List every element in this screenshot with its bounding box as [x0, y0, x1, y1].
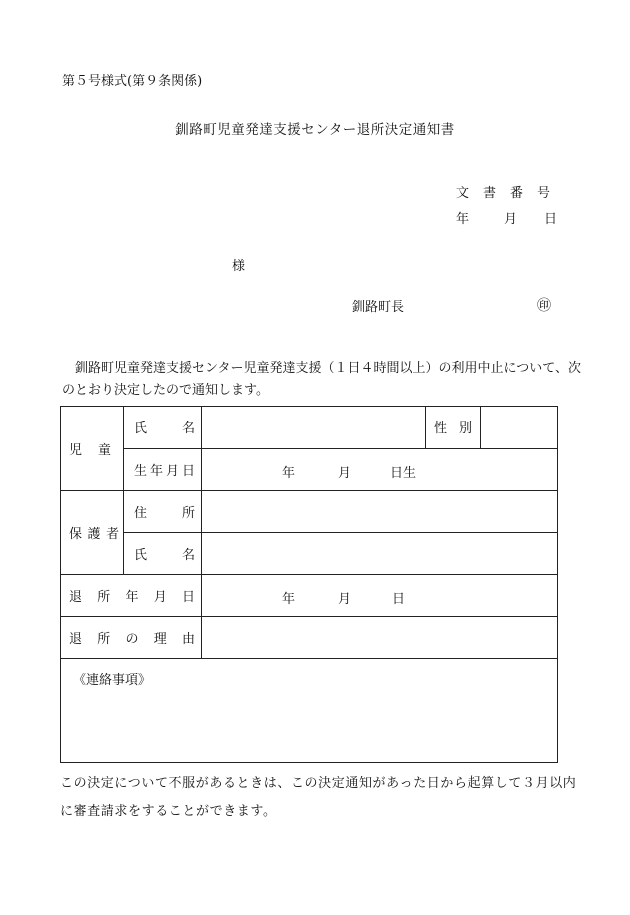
sender-name: 釧路町長: [352, 300, 405, 315]
exit-reason-label-char: の: [125, 632, 139, 647]
child-name-label-cell: [124, 407, 202, 449]
intro-text: 釧路町児童発達支援センター児童発達支援（１日４時間以上）の利用中止について、次のとおり決定したので通知します。: [62, 361, 581, 398]
issue-date-year: 年: [456, 212, 470, 227]
gender-label-char: 別: [458, 421, 472, 436]
form-number: 第５号様式(第９条関係): [62, 74, 203, 89]
document-number-label: [456, 182, 564, 201]
child-label-char: 児: [69, 443, 83, 458]
gender-field[interactable]: [481, 407, 558, 449]
address-field[interactable]: [202, 491, 558, 533]
guardian-name-field[interactable]: [202, 533, 558, 575]
guardian-label-char: 者: [105, 527, 119, 542]
birth-month-unit: 月: [338, 466, 352, 481]
name-label-char: 氏: [134, 421, 148, 436]
exit-date-label-char: 所: [97, 590, 111, 605]
exit-reason-label-char: 理: [153, 632, 167, 647]
child-label-char: 童: [97, 443, 111, 458]
exit-reason-label-char: 由: [181, 632, 195, 647]
addressee-suffix: 様: [232, 259, 246, 274]
seal-mark: ㊞: [537, 298, 551, 314]
birthdate-field[interactable]: [202, 449, 558, 491]
exit-date-field[interactable]: [202, 575, 558, 617]
exit-reason-label-char: 所: [97, 632, 111, 647]
issue-date-month: 月: [504, 212, 518, 227]
gender-label-cell: [426, 407, 481, 449]
notes-label: 《連絡事項》: [73, 673, 152, 688]
guardian-label-cell: [61, 491, 124, 575]
doc-number-char: 書: [483, 186, 511, 201]
exit-date-label-char: 月: [153, 590, 167, 605]
guardian-name-label-char: 氏: [134, 548, 148, 563]
exit-date-label-char: 退: [69, 590, 83, 605]
address-label-char: 所: [181, 506, 195, 521]
birthdate-label-cell: [124, 449, 202, 491]
document-title: 釧路町児童発達支援センター退所決定通知書: [175, 122, 455, 138]
form-table: [60, 406, 558, 763]
guardian-label-char: 保: [69, 527, 83, 542]
guardian-name-label-char: 名: [181, 548, 195, 563]
address-label-char: 住: [134, 506, 148, 521]
guardian-name-label-cell: [124, 533, 202, 575]
birth-label-char: 月: [165, 464, 179, 479]
birth-label-char: 年: [149, 464, 163, 479]
doc-number-char: 文: [456, 186, 484, 201]
notes-cell[interactable]: [61, 659, 558, 763]
exit-date-label-char: 年: [125, 590, 139, 605]
exit-reason-field[interactable]: [202, 617, 558, 659]
exit-date-label-char: 日: [181, 590, 195, 605]
issue-date-day: 日: [544, 212, 558, 227]
exit-reason-label-cell: [61, 617, 202, 659]
birth-label-char: 日: [181, 464, 195, 479]
address-label-cell: [124, 491, 202, 533]
gender-label-char: 性: [434, 421, 448, 436]
child-name-field[interactable]: [202, 407, 426, 449]
name-label-char: 名: [181, 421, 195, 436]
birth-day-unit: 日生: [390, 466, 417, 481]
exit-month-unit: 月: [338, 592, 352, 607]
exit-reason-label-char: 退: [69, 632, 83, 647]
child-label-cell: [61, 407, 124, 491]
guardian-label-char: 護: [87, 527, 101, 542]
doc-number-char: 号: [537, 186, 565, 201]
exit-year-unit: 年: [282, 592, 296, 607]
appeal-notice: この決定について不服があるときは、この決定通知があった日から起算して３月以内に審査請求をすることができます。: [60, 776, 577, 819]
exit-day-unit: 日: [392, 592, 406, 607]
exit-date-label-cell: [61, 575, 202, 617]
doc-number-char: 番: [510, 186, 538, 201]
birth-year-unit: 年: [282, 466, 296, 481]
birth-label-char: 生: [134, 464, 148, 479]
